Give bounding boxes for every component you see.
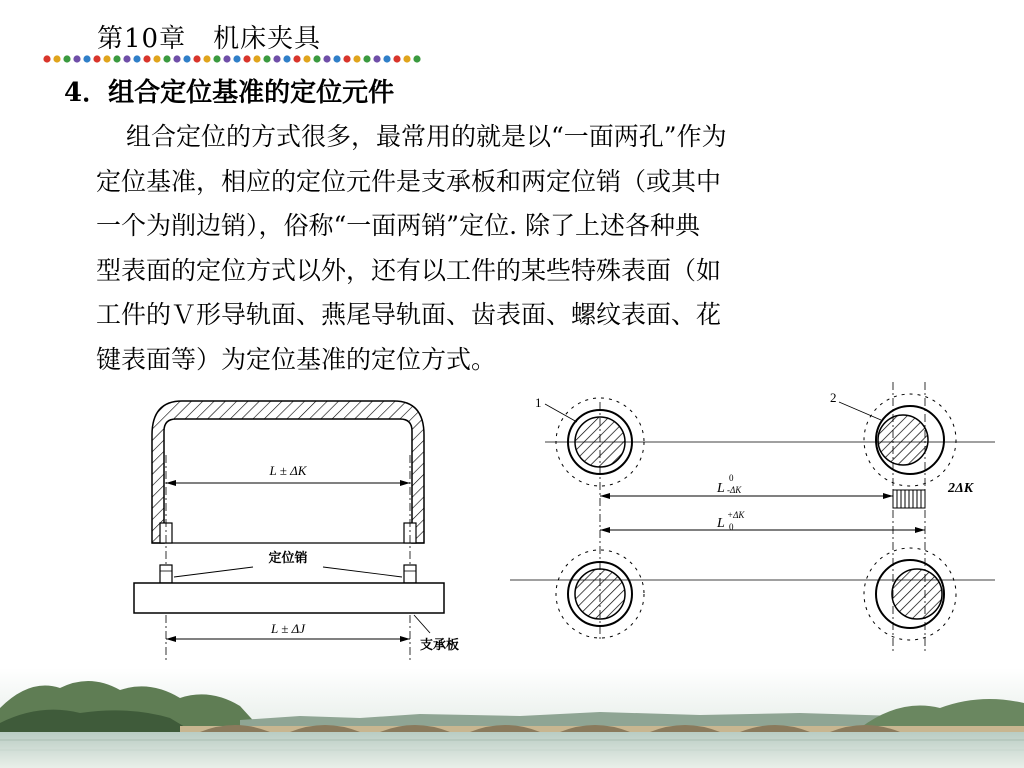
- pin-circle: [892, 569, 942, 619]
- fixture-diagram-left: [118, 395, 488, 675]
- decorative-dot: [123, 55, 130, 62]
- label-1: 1: [535, 395, 542, 410]
- decorative-dot: [153, 55, 160, 62]
- dim-top-label: L ± ΔK: [269, 463, 307, 478]
- clearance-label: 2ΔK: [948, 481, 974, 496]
- decorative-dot: [103, 55, 110, 62]
- dim-lower-sup: +ΔK: [727, 510, 745, 520]
- decorative-dot: [293, 55, 300, 62]
- tolerance-diagram-right: [505, 372, 1005, 670]
- clearance-zone: [893, 490, 925, 508]
- body-line: 组合定位的方式很多，最常用的就是以“一面两孔”作为: [126, 122, 727, 151]
- decorative-dot: [63, 55, 70, 62]
- decorative-dot: [353, 55, 360, 62]
- body-line: 型表面的定位方式以外，还有以工件的某些特殊表面（如: [96, 255, 722, 285]
- decorative-dot: [53, 55, 60, 62]
- locating-pin: [160, 565, 172, 583]
- decorative-dot: [233, 55, 240, 62]
- dim-upper-sub: -ΔK: [727, 485, 742, 495]
- body-line: 定位基准，相应的定位元件是支承板和两定位销（或其中: [96, 166, 722, 196]
- decorative-dot: [413, 55, 420, 62]
- pin-label: 定位销: [268, 550, 308, 565]
- decorative-dot: [393, 55, 400, 62]
- decorative-dot: [43, 55, 50, 62]
- decorative-dot: [223, 55, 230, 62]
- decorative-dot: [213, 55, 220, 62]
- decorative-dot: [163, 55, 170, 62]
- decorative-dot: [373, 55, 380, 62]
- decorative-dot: [173, 55, 180, 62]
- dim-lower-sub: 0: [729, 522, 734, 532]
- body-line: 键表面等）为定位基准的定位方式。: [96, 344, 497, 374]
- decorative-dot-line: [42, 54, 422, 64]
- support-plate: [134, 583, 444, 613]
- decorative-dot: [333, 55, 340, 62]
- decorative-dot: [383, 55, 390, 62]
- body-line: 工件的Ｖ形导轨面、燕尾导轨面、齿表面、螺纹表面、花: [96, 300, 722, 329]
- decorative-dot: [133, 55, 140, 62]
- decorative-dot: [203, 55, 210, 62]
- dim-upper-label: L: [717, 481, 725, 496]
- decorative-dot: [283, 55, 290, 62]
- decorative-dot: [93, 55, 100, 62]
- decorative-dot: [313, 55, 320, 62]
- decorative-dot: [73, 55, 80, 62]
- chapter-title: 第10章 机床夹具: [97, 24, 322, 54]
- decorative-dot: [323, 55, 330, 62]
- decorative-dot: [363, 55, 370, 62]
- dim-lower-label: L: [717, 516, 725, 531]
- label-2: 2: [830, 390, 837, 405]
- decorative-dot: [343, 55, 350, 62]
- body-paragraph: [96, 115, 986, 382]
- locating-pin: [404, 565, 416, 583]
- decorative-dot: [143, 55, 150, 62]
- footer-landscape-image: [0, 668, 1024, 768]
- decorative-dot: [403, 55, 410, 62]
- plate-label: 支承板: [420, 637, 460, 652]
- decorative-dot: [83, 55, 90, 62]
- dim-bottom-label: L ± ΔJ: [270, 621, 306, 636]
- pin-circle: [878, 415, 928, 465]
- decorative-dot: [243, 55, 250, 62]
- decorative-dot: [303, 55, 310, 62]
- dim-upper-sup: 0: [729, 473, 734, 483]
- decorative-dot: [113, 55, 120, 62]
- decorative-dot: [263, 55, 270, 62]
- decorative-dot: [253, 55, 260, 62]
- decorative-dot: [183, 55, 190, 62]
- decorative-dot: [193, 55, 200, 62]
- body-line: 一个为削边销），俗称“一面两销”定位. 除了上述各种典: [96, 211, 700, 240]
- decorative-dot: [273, 55, 280, 62]
- section-heading: 4．组合定位基准的定位元件: [64, 78, 395, 108]
